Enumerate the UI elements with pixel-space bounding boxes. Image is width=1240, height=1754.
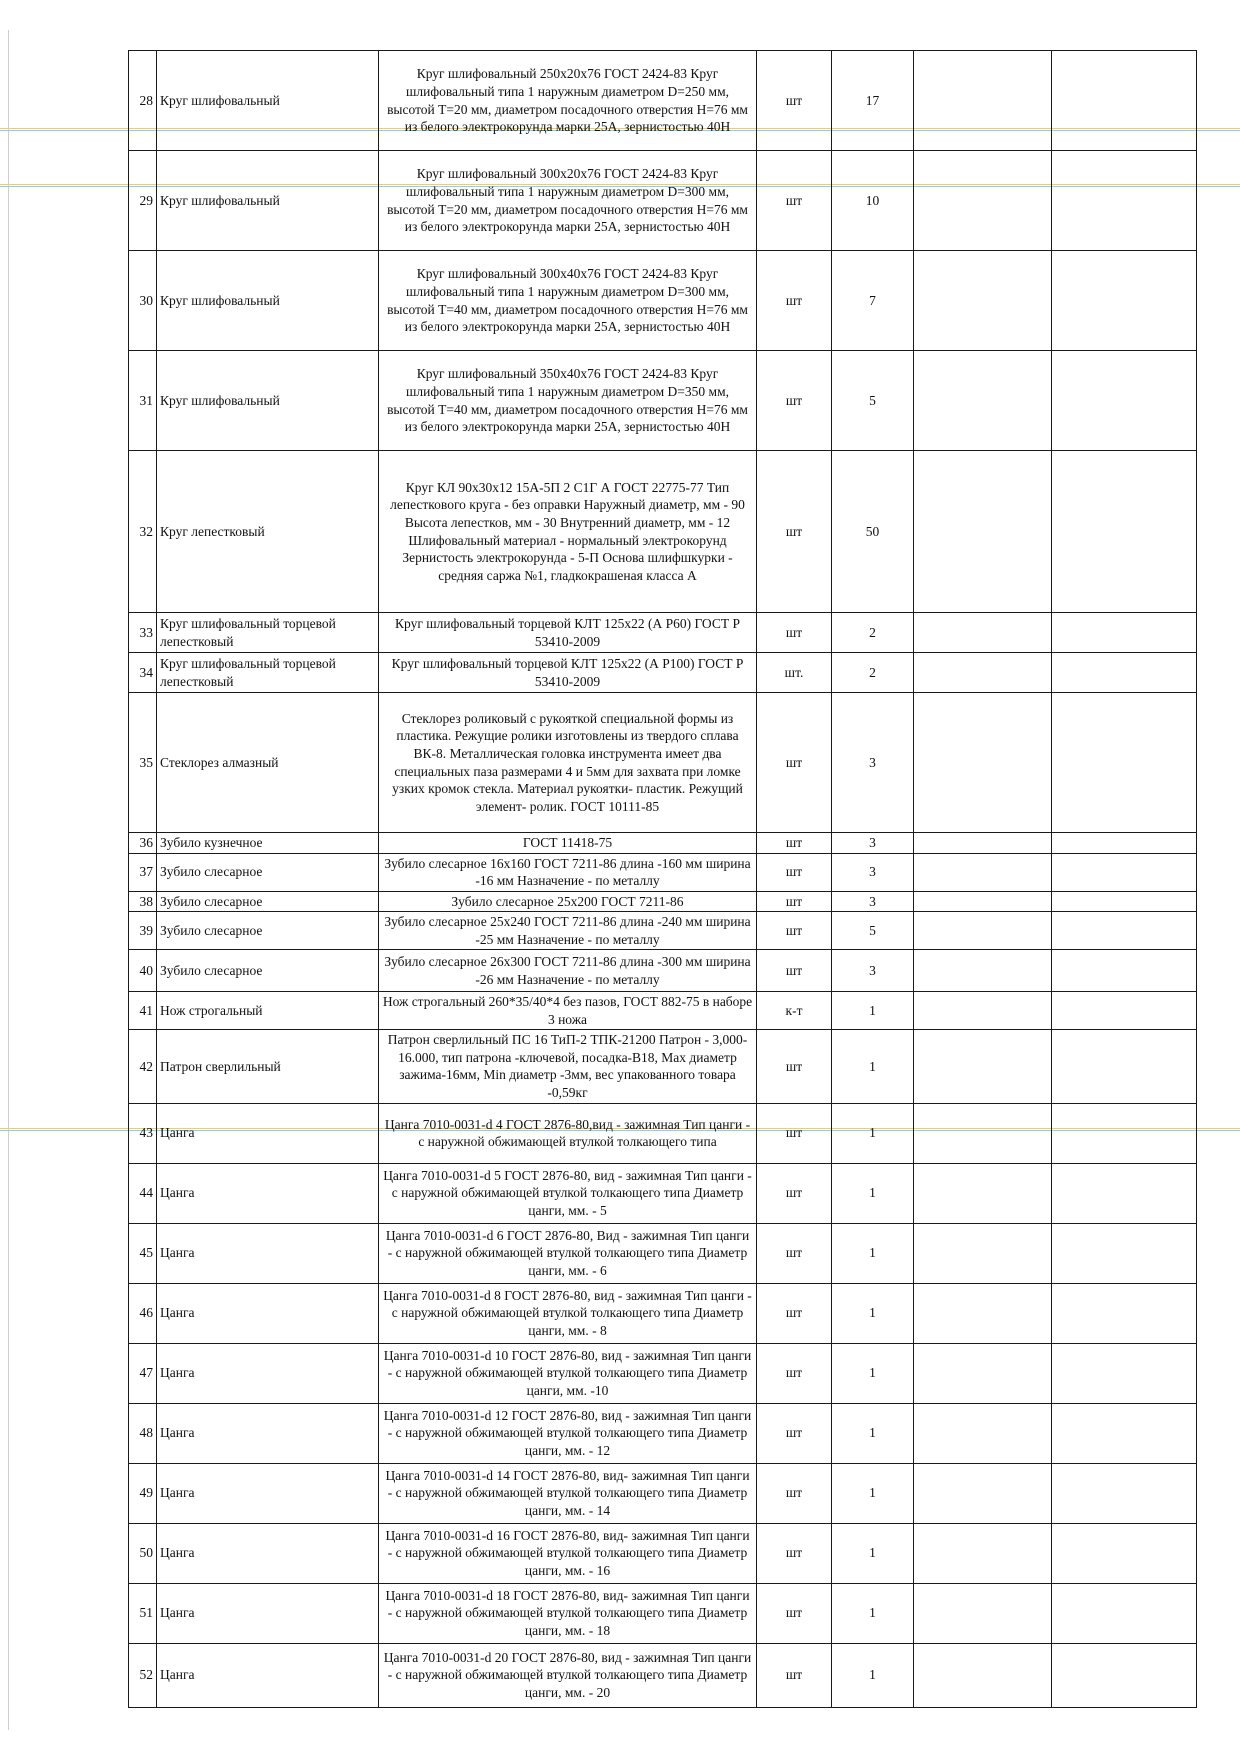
item-description: Цанга 7010-0031-d 8 ГОСТ 2876-80, вид - зажимная Тип цанги - с наружной обжимающей втулкой толкающего типа Диаметр цанги, мм. - 8 <box>379 1283 757 1343</box>
empty-cell <box>1052 151 1197 251</box>
item-name: Зубило слесарное <box>157 853 379 891</box>
row-number: 47 <box>129 1343 157 1403</box>
empty-cell <box>914 992 1052 1030</box>
item-description: Стеклорез роликовый с рукояткой специальной формы из пластика. Режущие ролики изготовлены из твердого сплава ВК-8. Металлическая головка инструмента имеет два специальных паза размерами 4 и 5мм для захвата при ломке узких кромок стекла. Материал рукоятки- пластик. Режущий элемент- ролик. ГОСТ 10111-85 <box>379 693 757 833</box>
empty-cell <box>914 613 1052 653</box>
item-quantity: 5 <box>832 351 914 451</box>
item-name: Цанга <box>157 1163 379 1223</box>
item-description: Цанга 7010-0031-d 12 ГОСТ 2876-80, вид - зажимная Тип цанги - с наружной обжимающей втулкой толкающего типа Диаметр цанги, мм. - 12 <box>379 1403 757 1463</box>
item-quantity: 5 <box>832 912 914 950</box>
item-quantity: 3 <box>832 693 914 833</box>
item-quantity: 17 <box>832 51 914 151</box>
row-number: 33 <box>129 613 157 653</box>
item-description: Патрон сверлильный ПС 16 ТиП-2 ТПК-21200 Патрон - 3,000-16.000, тип патрона -ключевой, посадка-В18, Max диаметр зажима-16мм, Min диаметр -3мм, вес упакованного товара -0,59кг <box>379 1030 757 1103</box>
table-row <box>129 1283 1197 1343</box>
item-quantity: 3 <box>832 891 914 912</box>
scan-edge <box>8 30 9 1730</box>
empty-cell <box>914 1403 1052 1463</box>
row-number: 36 <box>129 833 157 854</box>
item-description: Цанга 7010-0031-d 14 ГОСТ 2876-80, вид- зажимная Тип цанги - с наружной обжимающей втулкой толкающего типа Диаметр цанги, мм. - 14 <box>379 1463 757 1523</box>
table-row <box>129 1343 1197 1403</box>
item-unit: шт <box>757 853 832 891</box>
item-unit: шт <box>757 693 832 833</box>
empty-cell <box>1052 613 1197 653</box>
item-description: Нож строгальный 260*35/40*4 без пазов, ГОСТ 882-75 в наборе 3 ножа <box>379 992 757 1030</box>
item-name: Круг шлифовальный торцевой лепестковый <box>157 653 379 693</box>
empty-cell <box>914 853 1052 891</box>
empty-cell <box>1052 1523 1197 1583</box>
item-name: Круг шлифовальный торцевой лепестковый <box>157 613 379 653</box>
item-unit: шт <box>757 251 832 351</box>
table-row <box>129 1030 1197 1103</box>
row-number: 44 <box>129 1163 157 1223</box>
item-unit: шт <box>757 151 832 251</box>
item-name: Зубило слесарное <box>157 912 379 950</box>
item-quantity: 7 <box>832 251 914 351</box>
table-row <box>129 613 1197 653</box>
empty-cell <box>914 950 1052 992</box>
item-quantity: 1 <box>832 1643 914 1707</box>
table-row <box>129 950 1197 992</box>
table-row <box>129 351 1197 451</box>
table-row <box>129 992 1197 1030</box>
item-description: Зубило слесарное 26х300 ГОСТ 7211-86 длина -300 мм ширина -26 мм Назначение - по металлу <box>379 950 757 992</box>
empty-cell <box>1052 1343 1197 1403</box>
item-unit: шт <box>757 1463 832 1523</box>
empty-cell <box>1052 1163 1197 1223</box>
item-name: Зубило кузнечное <box>157 833 379 854</box>
empty-cell <box>1052 1283 1197 1343</box>
table-row <box>129 1103 1197 1163</box>
empty-cell <box>1052 1463 1197 1523</box>
empty-cell <box>1052 1223 1197 1283</box>
empty-cell <box>1052 251 1197 351</box>
row-number: 31 <box>129 351 157 451</box>
empty-cell <box>914 1163 1052 1223</box>
item-unit: шт <box>757 950 832 992</box>
item-quantity: 1 <box>832 1343 914 1403</box>
table-row <box>129 1523 1197 1583</box>
table-row <box>129 51 1197 151</box>
empty-cell <box>914 1643 1052 1707</box>
empty-cell <box>914 1523 1052 1583</box>
item-name: Круг шлифовальный <box>157 351 379 451</box>
item-unit: шт <box>757 1283 832 1343</box>
item-unit: шт <box>757 51 832 151</box>
empty-cell <box>914 1283 1052 1343</box>
item-unit: шт <box>757 1583 832 1643</box>
item-name: Нож строгальный <box>157 992 379 1030</box>
item-description: Цанга 7010-0031-d 18 ГОСТ 2876-80, вид- зажимная Тип цанги - с наружной обжимающей втулкой толкающего типа Диаметр цанги, мм. - 18 <box>379 1583 757 1643</box>
table-row <box>129 1163 1197 1223</box>
item-quantity: 1 <box>832 1163 914 1223</box>
empty-cell <box>1052 693 1197 833</box>
item-unit: шт <box>757 613 832 653</box>
empty-cell <box>914 1030 1052 1103</box>
item-quantity: 1 <box>832 1403 914 1463</box>
row-number: 37 <box>129 853 157 891</box>
empty-cell <box>914 1463 1052 1523</box>
item-description: Цанга 7010-0031-d 16 ГОСТ 2876-80, вид- зажимная Тип цанги - с наружной обжимающей втулкой толкающего типа Диаметр цанги, мм. - 16 <box>379 1523 757 1583</box>
item-quantity: 1 <box>832 1463 914 1523</box>
item-description: Цанга 7010-0031-d 5 ГОСТ 2876-80, вид - зажимная Тип цанги - с наружной обжимающей втулкой толкающего типа Диаметр цанги, мм. - 5 <box>379 1163 757 1223</box>
item-unit: шт <box>757 1163 832 1223</box>
table-row <box>129 1223 1197 1283</box>
item-name: Цанга <box>157 1403 379 1463</box>
item-unit: шт <box>757 1103 832 1163</box>
item-quantity: 1 <box>832 1583 914 1643</box>
item-description: Круг шлифовальный 300х40х76 ГОСТ 2424-83 Круг шлифовальный типа 1 наружным диаметром D=300 мм, высотой Т=40 мм, диаметром посадочного отверстия Н=76 мм из белого электрокорунда марки 25А, зернистостью 40Н <box>379 251 757 351</box>
item-description: Круг шлифовальный 350х40х76 ГОСТ 2424-83 Круг шлифовальный типа 1 наружным диаметром D=350 мм, высотой Т=40 мм, диаметром посадочного отверстия Н=76 мм из белого электрокорунда марки 25А, зернистостью 40Н <box>379 351 757 451</box>
empty-cell <box>914 1223 1052 1283</box>
item-quantity: 1 <box>832 992 914 1030</box>
item-name: Зубило слесарное <box>157 950 379 992</box>
item-quantity: 3 <box>832 853 914 891</box>
item-unit: шт <box>757 1643 832 1707</box>
table-body <box>129 51 1197 1708</box>
item-name: Цанга <box>157 1103 379 1163</box>
item-description: Зубило слесарное 25х200 ГОСТ 7211-86 <box>379 891 757 912</box>
row-number: 39 <box>129 912 157 950</box>
empty-cell <box>914 451 1052 613</box>
empty-cell <box>914 51 1052 151</box>
empty-cell <box>1052 1103 1197 1163</box>
item-unit: к-т <box>757 992 832 1030</box>
row-number: 51 <box>129 1583 157 1643</box>
item-name: Круг шлифовальный <box>157 151 379 251</box>
empty-cell <box>1052 891 1197 912</box>
empty-cell <box>1052 351 1197 451</box>
row-number: 46 <box>129 1283 157 1343</box>
item-description: Цанга 7010-0031-d 10 ГОСТ 2876-80, вид - зажимная Тип цанги - с наружной обжимающей втулкой толкающего типа Диаметр цанги, мм. -10 <box>379 1343 757 1403</box>
empty-cell <box>914 693 1052 833</box>
empty-cell <box>914 1343 1052 1403</box>
item-name: Цанга <box>157 1643 379 1707</box>
item-quantity: 1 <box>832 1223 914 1283</box>
item-description: Цанга 7010-0031-d 20 ГОСТ 2876-80, вид - зажимная Тип цанги - с наружной обжимающей втулкой толкающего типа Диаметр цанги, мм. - 20 <box>379 1643 757 1707</box>
empty-cell <box>914 351 1052 451</box>
empty-cell <box>914 891 1052 912</box>
empty-cell <box>914 833 1052 854</box>
item-name: Круг лепестковый <box>157 451 379 613</box>
empty-cell <box>914 912 1052 950</box>
item-name: Цанга <box>157 1583 379 1643</box>
item-quantity: 1 <box>832 1283 914 1343</box>
item-unit: шт <box>757 351 832 451</box>
item-name: Стеклорез алмазный <box>157 693 379 833</box>
item-name: Цанга <box>157 1523 379 1583</box>
empty-cell <box>1052 1583 1197 1643</box>
row-number: 45 <box>129 1223 157 1283</box>
row-number: 32 <box>129 451 157 613</box>
item-name: Круг шлифовальный <box>157 51 379 151</box>
row-number: 41 <box>129 992 157 1030</box>
row-number: 50 <box>129 1523 157 1583</box>
row-number: 35 <box>129 693 157 833</box>
item-description: Круг КЛ 90х30х12 15А-5П 2 С1Г А ГОСТ 22775-77 Тип лепесткового круга - без оправки Наружный диаметр, мм - 90 Высота лепестков, мм - 30 Внутренний диаметр, мм - 12 Шлифовальный материал - нормальный электрокорунд Зернистость электрокорунда - 5-П Основа шлифшкурки - средняя саржа №1, гладкокрашеная класса А <box>379 451 757 613</box>
empty-cell <box>914 653 1052 693</box>
item-quantity: 50 <box>832 451 914 613</box>
empty-cell <box>1052 912 1197 950</box>
row-number: 40 <box>129 950 157 992</box>
item-quantity: 1 <box>832 1030 914 1103</box>
item-unit: шт <box>757 451 832 613</box>
empty-cell <box>1052 653 1197 693</box>
empty-cell <box>914 151 1052 251</box>
item-unit: шт <box>757 1223 832 1283</box>
empty-cell <box>914 251 1052 351</box>
table-row <box>129 891 1197 912</box>
table-row <box>129 1403 1197 1463</box>
empty-cell <box>1052 51 1197 151</box>
item-description: ГОСТ 11418-75 <box>379 833 757 854</box>
table-row <box>129 693 1197 833</box>
item-quantity: 1 <box>832 1523 914 1583</box>
item-unit: шт <box>757 1343 832 1403</box>
item-description: Круг шлифовальный 250х20х76 ГОСТ 2424-83 Круг шлифовальный типа 1 наружным диаметром D=250 мм, высотой Т=20 мм, диаметром посадочного отверстия Н=76 мм из белого электрокорунда марки 25А, зернистостью 40Н <box>379 51 757 151</box>
item-description: Зубило слесарное 16х160 ГОСТ 7211-86 длина -160 мм ширина -16 мм Назначение - по металлу <box>379 853 757 891</box>
item-name: Цанга <box>157 1343 379 1403</box>
table-row <box>129 833 1197 854</box>
row-number: 43 <box>129 1103 157 1163</box>
table-row <box>129 251 1197 351</box>
item-unit: шт. <box>757 653 832 693</box>
item-quantity: 10 <box>832 151 914 251</box>
row-number: 38 <box>129 891 157 912</box>
item-description: Круг шлифовальный торцевой КЛТ 125х22 (А Р100) ГОСТ Р 53410-2009 <box>379 653 757 693</box>
row-number: 29 <box>129 151 157 251</box>
item-unit: шт <box>757 1403 832 1463</box>
row-number: 30 <box>129 251 157 351</box>
item-description: Цанга 7010-0031-d 6 ГОСТ 2876-80, Вид - зажимная Тип цанги - с наружной обжимающей втулкой толкающего типа Диаметр цанги, мм. - 6 <box>379 1223 757 1283</box>
item-quantity: 3 <box>832 950 914 992</box>
empty-cell <box>914 1583 1052 1643</box>
empty-cell <box>1052 1403 1197 1463</box>
empty-cell <box>1052 1030 1197 1103</box>
item-name: Цанга <box>157 1283 379 1343</box>
item-quantity: 2 <box>832 653 914 693</box>
item-name: Круг шлифовальный <box>157 251 379 351</box>
item-description: Цанга 7010-0031-d 4 ГОСТ 2876-80,вид - зажимная Тип цанги - с наружной обжимающей втулкой толкающего типа <box>379 1103 757 1163</box>
row-number: 48 <box>129 1403 157 1463</box>
item-description: Круг шлифовальный 300х20х76 ГОСТ 2424-83 Круг шлифовальный типа 1 наружным диаметром D=300 мм, высотой Т=20 мм, диаметром посадочного отверстия Н=76 мм из белого электрокорунда марки 25А, зернистостью 40Н <box>379 151 757 251</box>
table-row <box>129 451 1197 613</box>
row-number: 34 <box>129 653 157 693</box>
empty-cell <box>1052 992 1197 1030</box>
table-row <box>129 853 1197 891</box>
item-name: Патрон сверлильный <box>157 1030 379 1103</box>
empty-cell <box>914 1103 1052 1163</box>
table-row <box>129 1583 1197 1643</box>
item-description: Зубило слесарное 25х240 ГОСТ 7211-86 длина -240 мм ширина -25 мм Назначение - по металлу <box>379 912 757 950</box>
item-unit: шт <box>757 1030 832 1103</box>
item-name: Цанга <box>157 1223 379 1283</box>
item-quantity: 2 <box>832 613 914 653</box>
empty-cell <box>1052 1643 1197 1707</box>
item-unit: шт <box>757 912 832 950</box>
item-quantity: 1 <box>832 1103 914 1163</box>
row-number: 28 <box>129 51 157 151</box>
empty-cell <box>1052 853 1197 891</box>
item-unit: шт <box>757 891 832 912</box>
empty-cell <box>1052 833 1197 854</box>
row-number: 42 <box>129 1030 157 1103</box>
table-row <box>129 653 1197 693</box>
specification-table <box>128 50 1197 1708</box>
row-number: 49 <box>129 1463 157 1523</box>
item-name: Цанга <box>157 1463 379 1523</box>
item-unit: шт <box>757 1523 832 1583</box>
row-number: 52 <box>129 1643 157 1707</box>
table-row <box>129 912 1197 950</box>
item-description: Круг шлифовальный торцевой КЛТ 125х22 (А Р60) ГОСТ Р 53410-2009 <box>379 613 757 653</box>
item-name: Зубило слесарное <box>157 891 379 912</box>
table-row <box>129 151 1197 251</box>
item-quantity: 3 <box>832 833 914 854</box>
empty-cell <box>1052 451 1197 613</box>
item-unit: шт <box>757 833 832 854</box>
empty-cell <box>1052 950 1197 992</box>
table-row <box>129 1463 1197 1523</box>
table-row <box>129 1643 1197 1707</box>
